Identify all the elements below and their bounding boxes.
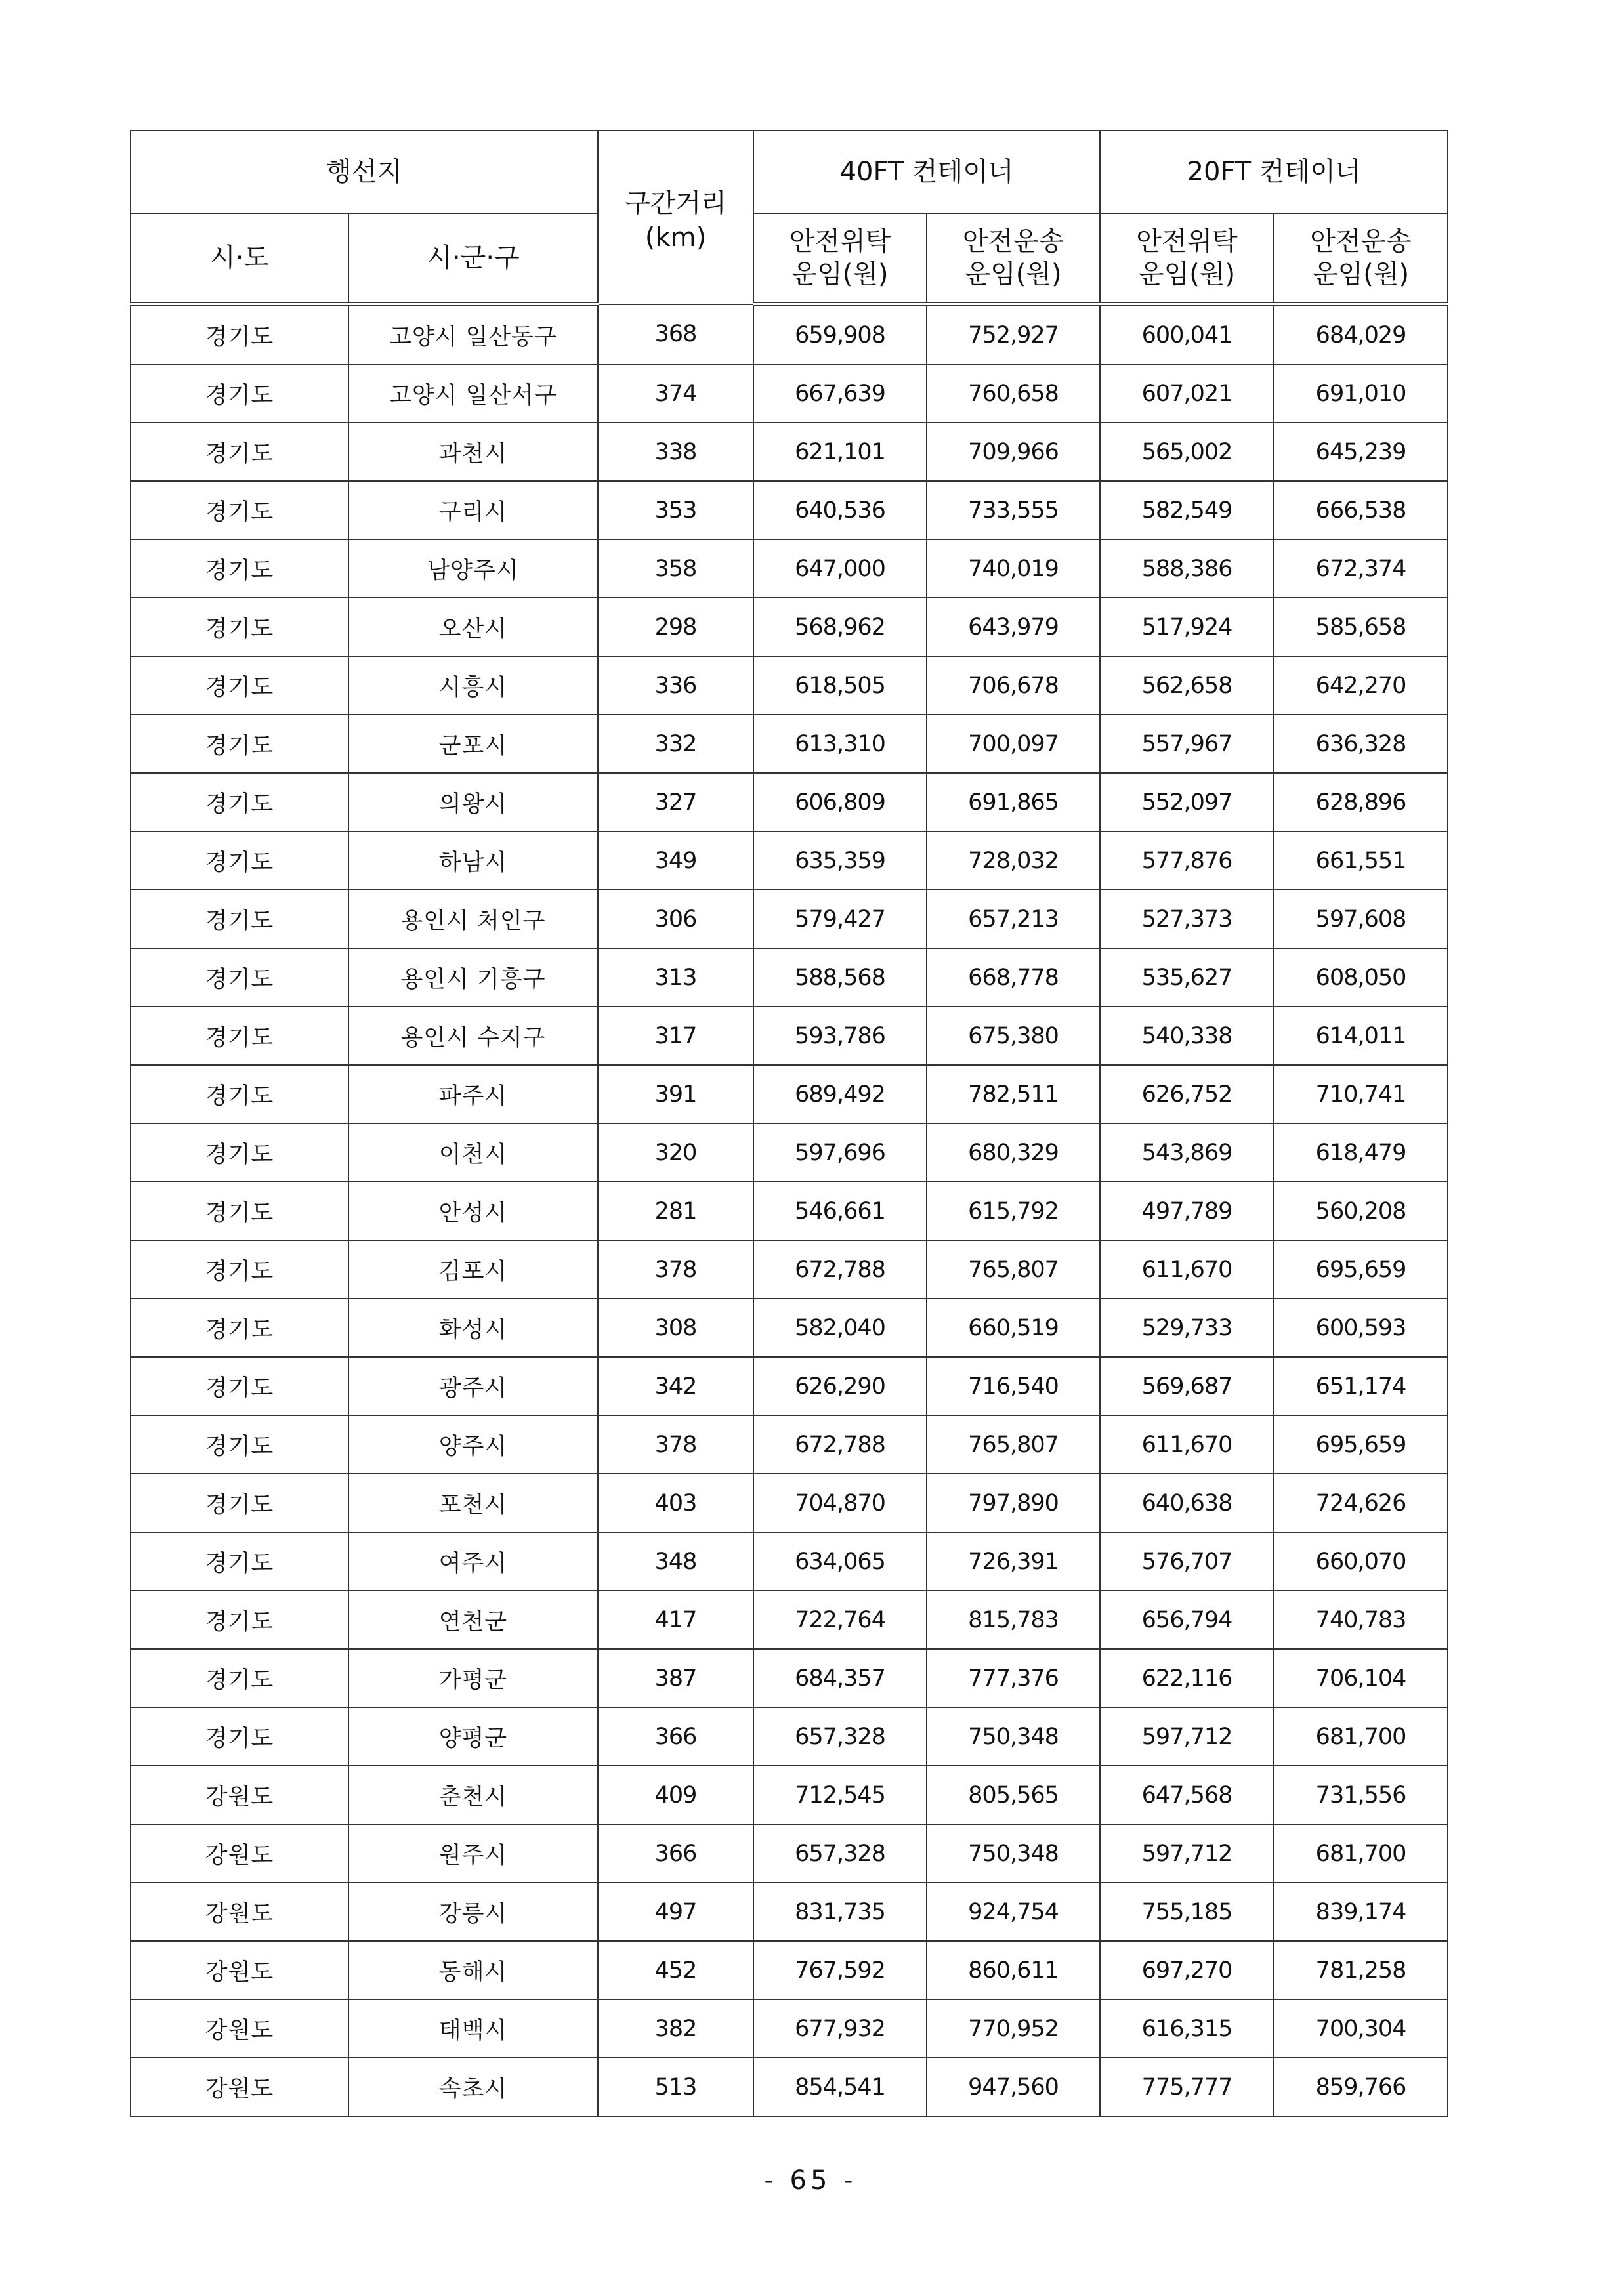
province-cell: 경기도 bbox=[131, 1240, 348, 1299]
c40-consign-cell: 689,492 bbox=[753, 1065, 927, 1123]
distance-cell: 336 bbox=[598, 656, 753, 715]
c20-transport-cell: 636,328 bbox=[1274, 715, 1448, 773]
c40-consign-cell: 634,065 bbox=[753, 1532, 927, 1591]
city-cell: 양주시 bbox=[348, 1415, 598, 1474]
header-row-top bbox=[131, 131, 1448, 213]
c40-transport-cell: 805,565 bbox=[927, 1766, 1100, 1824]
c40-transport-cell: 765,807 bbox=[927, 1240, 1100, 1299]
c40-consign-cell: 582,040 bbox=[753, 1299, 927, 1357]
distance-cell: 353 bbox=[598, 481, 753, 539]
table-row bbox=[131, 1007, 1448, 1065]
province-header: 시·도 bbox=[131, 213, 348, 304]
province-cell: 경기도 bbox=[131, 304, 348, 365]
city-cell: 용인시 수지구 bbox=[348, 1007, 598, 1065]
province-cell: 경기도 bbox=[131, 715, 348, 773]
c40-consign-cell: 606,809 bbox=[753, 773, 927, 831]
city-cell: 이천시 bbox=[348, 1123, 598, 1182]
city-cell: 군포시 bbox=[348, 715, 598, 773]
province-cell: 경기도 bbox=[131, 1123, 348, 1182]
c20-transport-cell: 660,070 bbox=[1274, 1532, 1448, 1591]
distance-cell: 497 bbox=[598, 1883, 753, 1941]
table-row bbox=[131, 1649, 1448, 1707]
distance-cell: 317 bbox=[598, 1007, 753, 1065]
c20-transport-cell: 618,479 bbox=[1274, 1123, 1448, 1182]
table-row bbox=[131, 948, 1448, 1007]
c20-consign-cell: 656,794 bbox=[1100, 1591, 1274, 1649]
c20-consign-cell: 775,777 bbox=[1100, 2058, 1274, 2116]
province-cell: 경기도 bbox=[131, 948, 348, 1007]
c40-consign-cell: 613,310 bbox=[753, 715, 927, 773]
table-row bbox=[131, 656, 1448, 715]
province-cell: 경기도 bbox=[131, 539, 348, 598]
city-cell: 고양시 일산서구 bbox=[348, 364, 598, 423]
c40-transport-cell: 815,783 bbox=[927, 1591, 1100, 1649]
c40-consign-cell: 640,536 bbox=[753, 481, 927, 539]
province-cell: 강원도 bbox=[131, 1883, 348, 1941]
c40-transport-cell: 770,952 bbox=[927, 1999, 1100, 2058]
distance-cell: 417 bbox=[598, 1591, 753, 1649]
city-cell: 오산시 bbox=[348, 598, 598, 656]
container-20ft-header: 20FT 컨테이너 bbox=[1100, 131, 1448, 213]
city-cell: 광주시 bbox=[348, 1357, 598, 1415]
c20-consign-cell: 576,707 bbox=[1100, 1532, 1274, 1591]
distance-cell: 313 bbox=[598, 948, 753, 1007]
c40-consign-cell: 593,786 bbox=[753, 1007, 927, 1065]
distance-cell: 308 bbox=[598, 1299, 753, 1357]
city-cell: 춘천시 bbox=[348, 1766, 598, 1824]
distance-cell: 358 bbox=[598, 539, 753, 598]
distance-cell: 378 bbox=[598, 1415, 753, 1474]
c20-consign-cell: 597,712 bbox=[1100, 1707, 1274, 1766]
c20-transport-header bbox=[1274, 213, 1448, 304]
c20-consign-cell: 611,670 bbox=[1100, 1415, 1274, 1474]
table-row bbox=[131, 304, 1448, 365]
distance-cell: 374 bbox=[598, 364, 753, 423]
c20-consign-cell: 582,549 bbox=[1100, 481, 1274, 539]
c40-consign-cell: 621,101 bbox=[753, 423, 927, 481]
province-cell: 경기도 bbox=[131, 481, 348, 539]
table-row bbox=[131, 364, 1448, 423]
province-cell: 강원도 bbox=[131, 1766, 348, 1824]
c40-consign-cell: 546,661 bbox=[753, 1182, 927, 1240]
city-cell: 양평군 bbox=[348, 1707, 598, 1766]
table-row bbox=[131, 1999, 1448, 2058]
distance-cell: 320 bbox=[598, 1123, 753, 1182]
c40-transport-cell: 716,540 bbox=[927, 1357, 1100, 1415]
distance-cell: 368 bbox=[598, 304, 753, 365]
c20-transport-cell: 645,239 bbox=[1274, 423, 1448, 481]
c40-transport-cell: 726,391 bbox=[927, 1532, 1100, 1591]
c20-transport-cell: 839,174 bbox=[1274, 1883, 1448, 1941]
city-cell: 여주시 bbox=[348, 1532, 598, 1591]
c20-consign-cell: 600,041 bbox=[1100, 304, 1274, 365]
c20-transport-cell: 700,304 bbox=[1274, 1999, 1448, 2058]
c40-transport-cell: 750,348 bbox=[927, 1824, 1100, 1883]
c40-transport-cell: 733,555 bbox=[927, 481, 1100, 539]
c20-consign-cell: 527,373 bbox=[1100, 890, 1274, 948]
city-cell: 김포시 bbox=[348, 1240, 598, 1299]
city-cell: 포천시 bbox=[348, 1474, 598, 1532]
province-cell: 경기도 bbox=[131, 1591, 348, 1649]
c20-consign-cell: 565,002 bbox=[1100, 423, 1274, 481]
table-row bbox=[131, 1123, 1448, 1182]
city-cell: 안성시 bbox=[348, 1182, 598, 1240]
table-row bbox=[131, 1941, 1448, 1999]
c40-consign-cell: 588,568 bbox=[753, 948, 927, 1007]
city-cell: 하남시 bbox=[348, 831, 598, 890]
c20-transport-cell: 710,741 bbox=[1274, 1065, 1448, 1123]
c20-consign-cell: 543,869 bbox=[1100, 1123, 1274, 1182]
c20-consign-cell: 588,386 bbox=[1100, 539, 1274, 598]
table-row bbox=[131, 773, 1448, 831]
c20-transport-cell: 666,538 bbox=[1274, 481, 1448, 539]
c40-transport-cell: 675,380 bbox=[927, 1007, 1100, 1065]
city-cell: 의왕시 bbox=[348, 773, 598, 831]
c20-transport-header-line1: 안전운송 bbox=[1310, 226, 1412, 257]
distance-cell: 306 bbox=[598, 890, 753, 948]
c40-transport-cell: 782,511 bbox=[927, 1065, 1100, 1123]
c40-transport-header-line1: 안전운송 bbox=[962, 226, 1064, 257]
c20-consign-cell: 497,789 bbox=[1100, 1182, 1274, 1240]
distance-cell: 382 bbox=[598, 1999, 753, 2058]
c40-consign-header-line1: 안전위탁 bbox=[789, 226, 891, 257]
city-cell: 태백시 bbox=[348, 1999, 598, 2058]
table-row bbox=[131, 1357, 1448, 1415]
city-cell: 과천시 bbox=[348, 423, 598, 481]
distance-cell: 327 bbox=[598, 773, 753, 831]
page-number: - 65 - bbox=[764, 2165, 857, 2196]
c20-consign-header-line1: 안전위탁 bbox=[1136, 226, 1238, 257]
c40-transport-cell: 752,927 bbox=[927, 304, 1100, 365]
c20-transport-cell: 695,659 bbox=[1274, 1240, 1448, 1299]
c20-transport-cell: 684,029 bbox=[1274, 304, 1448, 365]
province-cell: 경기도 bbox=[131, 1065, 348, 1123]
c20-transport-cell: 781,258 bbox=[1274, 1941, 1448, 1999]
c20-consign-cell: 557,967 bbox=[1100, 715, 1274, 773]
table-row bbox=[131, 1883, 1448, 1941]
c40-consign-header-line2: 운임(원) bbox=[791, 259, 889, 289]
city-cell: 용인시 기흥구 bbox=[348, 948, 598, 1007]
distance-cell: 349 bbox=[598, 831, 753, 890]
distance-cell: 342 bbox=[598, 1357, 753, 1415]
container-40ft-header: 40FT 컨테이너 bbox=[753, 131, 1100, 213]
c20-transport-cell: 691,010 bbox=[1274, 364, 1448, 423]
c20-transport-cell: 681,700 bbox=[1274, 1707, 1448, 1766]
distance-cell: 378 bbox=[598, 1240, 753, 1299]
c20-transport-cell: 642,270 bbox=[1274, 656, 1448, 715]
c20-transport-cell: 672,374 bbox=[1274, 539, 1448, 598]
table-row bbox=[131, 1766, 1448, 1824]
city-cell: 용인시 처인구 bbox=[348, 890, 598, 948]
c20-consign-cell: 607,021 bbox=[1100, 364, 1274, 423]
c40-transport-cell: 706,678 bbox=[927, 656, 1100, 715]
city-cell: 동해시 bbox=[348, 1941, 598, 1999]
c20-consign-cell: 622,116 bbox=[1100, 1649, 1274, 1707]
c20-consign-cell: 640,638 bbox=[1100, 1474, 1274, 1532]
c20-transport-cell: 628,896 bbox=[1274, 773, 1448, 831]
table-row bbox=[131, 1707, 1448, 1766]
c20-transport-cell: 651,174 bbox=[1274, 1357, 1448, 1415]
c40-transport-cell: 668,778 bbox=[927, 948, 1100, 1007]
city-cell: 강릉시 bbox=[348, 1883, 598, 1941]
distance-cell: 332 bbox=[598, 715, 753, 773]
c40-transport-cell: 777,376 bbox=[927, 1649, 1100, 1707]
c40-transport-cell: 760,658 bbox=[927, 364, 1100, 423]
table-row bbox=[131, 831, 1448, 890]
c20-consign-cell: 611,670 bbox=[1100, 1240, 1274, 1299]
c40-consign-cell: 657,328 bbox=[753, 1824, 927, 1883]
province-cell: 경기도 bbox=[131, 1707, 348, 1766]
table-row bbox=[131, 1182, 1448, 1240]
c20-transport-cell: 585,658 bbox=[1274, 598, 1448, 656]
table-row bbox=[131, 1532, 1448, 1591]
province-cell: 강원도 bbox=[131, 1941, 348, 1999]
c20-consign-cell: 540,338 bbox=[1100, 1007, 1274, 1065]
c40-consign-cell: 635,359 bbox=[753, 831, 927, 890]
c40-consign-cell: 568,962 bbox=[753, 598, 927, 656]
table-row bbox=[131, 598, 1448, 656]
table-row bbox=[131, 890, 1448, 948]
c20-consign-cell: 626,752 bbox=[1100, 1065, 1274, 1123]
distance-cell: 409 bbox=[598, 1766, 753, 1824]
province-cell: 강원도 bbox=[131, 1824, 348, 1883]
c20-transport-cell: 724,626 bbox=[1274, 1474, 1448, 1532]
city-cell: 화성시 bbox=[348, 1299, 598, 1357]
c20-consign-cell: 577,876 bbox=[1100, 831, 1274, 890]
province-cell: 경기도 bbox=[131, 1357, 348, 1415]
city-cell: 시흥시 bbox=[348, 656, 598, 715]
table-row bbox=[131, 539, 1448, 598]
city-cell: 구리시 bbox=[348, 481, 598, 539]
table-row bbox=[131, 423, 1448, 481]
table-row bbox=[131, 715, 1448, 773]
c20-consign-cell: 569,687 bbox=[1100, 1357, 1274, 1415]
table-row bbox=[131, 1591, 1448, 1649]
table-row bbox=[131, 1415, 1448, 1474]
province-cell: 강원도 bbox=[131, 2058, 348, 2116]
city-cell: 가평군 bbox=[348, 1649, 598, 1707]
c20-consign-cell: 647,568 bbox=[1100, 1766, 1274, 1824]
city-cell: 연천군 bbox=[348, 1591, 598, 1649]
c20-consign-cell: 755,185 bbox=[1100, 1883, 1274, 1941]
c40-transport-cell: 750,348 bbox=[927, 1707, 1100, 1766]
c20-consign-cell: 597,712 bbox=[1100, 1824, 1274, 1883]
c20-consign-header-line2: 운임(원) bbox=[1138, 259, 1236, 289]
province-cell: 경기도 bbox=[131, 890, 348, 948]
distance-cell: 403 bbox=[598, 1474, 753, 1532]
c40-consign-cell: 854,541 bbox=[753, 2058, 927, 2116]
province-cell: 경기도 bbox=[131, 1415, 348, 1474]
province-cell: 강원도 bbox=[131, 1999, 348, 2058]
c20-transport-cell: 859,766 bbox=[1274, 2058, 1448, 2116]
city-cell: 남양주시 bbox=[348, 539, 598, 598]
destination-header: 행선지 bbox=[131, 131, 598, 213]
distance-cell: 338 bbox=[598, 423, 753, 481]
distance-cell: 366 bbox=[598, 1707, 753, 1766]
province-cell: 경기도 bbox=[131, 773, 348, 831]
c40-transport-cell: 680,329 bbox=[927, 1123, 1100, 1182]
distance-header-line2: (km) bbox=[644, 222, 707, 253]
c20-consign-cell: 562,658 bbox=[1100, 656, 1274, 715]
table-header bbox=[131, 131, 1448, 304]
city-cell: 고양시 일산동구 bbox=[348, 304, 598, 365]
c40-consign-cell: 672,788 bbox=[753, 1415, 927, 1474]
c20-transport-cell: 740,783 bbox=[1274, 1591, 1448, 1649]
c40-consign-cell: 722,764 bbox=[753, 1591, 927, 1649]
table-row bbox=[131, 1299, 1448, 1357]
c40-transport-header bbox=[927, 213, 1100, 304]
province-cell: 경기도 bbox=[131, 831, 348, 890]
c40-transport-cell: 700,097 bbox=[927, 715, 1100, 773]
c20-transport-cell: 695,659 bbox=[1274, 1415, 1448, 1474]
distance-cell: 348 bbox=[598, 1532, 753, 1591]
province-cell: 경기도 bbox=[131, 656, 348, 715]
table-row bbox=[131, 481, 1448, 539]
province-cell: 경기도 bbox=[131, 1474, 348, 1532]
province-cell: 경기도 bbox=[131, 598, 348, 656]
table-row bbox=[131, 1474, 1448, 1532]
table-body bbox=[131, 304, 1448, 2117]
city-cell: 속초시 bbox=[348, 2058, 598, 2116]
c40-consign-cell: 704,870 bbox=[753, 1474, 927, 1532]
c40-transport-cell: 740,019 bbox=[927, 539, 1100, 598]
province-cell: 경기도 bbox=[131, 1532, 348, 1591]
c40-consign-cell: 712,545 bbox=[753, 1766, 927, 1824]
distance-cell: 452 bbox=[598, 1941, 753, 1999]
c40-consign-cell: 667,639 bbox=[753, 364, 927, 423]
province-cell: 경기도 bbox=[131, 1299, 348, 1357]
distance-cell: 298 bbox=[598, 598, 753, 656]
c20-transport-cell: 560,208 bbox=[1274, 1182, 1448, 1240]
c40-consign-cell: 618,505 bbox=[753, 656, 927, 715]
c20-consign-cell: 697,270 bbox=[1100, 1941, 1274, 1999]
city-header: 시·군·구 bbox=[348, 213, 598, 304]
c20-consign-cell: 552,097 bbox=[1100, 773, 1274, 831]
c20-transport-cell: 608,050 bbox=[1274, 948, 1448, 1007]
c20-transport-header-line2: 운임(원) bbox=[1312, 259, 1410, 289]
distance-cell: 366 bbox=[598, 1824, 753, 1883]
c20-consign-header bbox=[1100, 213, 1274, 304]
c20-consign-cell: 616,315 bbox=[1100, 1999, 1274, 2058]
province-cell: 경기도 bbox=[131, 1649, 348, 1707]
c40-transport-cell: 797,890 bbox=[927, 1474, 1100, 1532]
c40-consign-cell: 579,427 bbox=[753, 890, 927, 948]
city-cell: 원주시 bbox=[348, 1824, 598, 1883]
c40-transport-header-line2: 운임(원) bbox=[965, 259, 1062, 289]
c40-transport-cell: 860,611 bbox=[927, 1941, 1100, 1999]
c40-transport-cell: 615,792 bbox=[927, 1182, 1100, 1240]
c20-consign-cell: 517,924 bbox=[1100, 598, 1274, 656]
c40-consign-cell: 672,788 bbox=[753, 1240, 927, 1299]
c20-consign-cell: 535,627 bbox=[1100, 948, 1274, 1007]
c40-transport-cell: 947,560 bbox=[927, 2058, 1100, 2116]
c20-transport-cell: 614,011 bbox=[1274, 1007, 1448, 1065]
c40-consign-cell: 677,932 bbox=[753, 1999, 927, 2058]
province-cell: 경기도 bbox=[131, 364, 348, 423]
c20-transport-cell: 706,104 bbox=[1274, 1649, 1448, 1707]
table-row bbox=[131, 1824, 1448, 1883]
table-row bbox=[131, 2058, 1448, 2116]
c40-transport-cell: 765,807 bbox=[927, 1415, 1100, 1474]
c20-transport-cell: 681,700 bbox=[1274, 1824, 1448, 1883]
city-cell: 파주시 bbox=[348, 1065, 598, 1123]
province-cell: 경기도 bbox=[131, 423, 348, 481]
c40-consign-header bbox=[753, 213, 927, 304]
distance-cell: 387 bbox=[598, 1649, 753, 1707]
header-row-sub bbox=[131, 213, 1448, 304]
c20-consign-cell: 529,733 bbox=[1100, 1299, 1274, 1357]
distance-cell: 391 bbox=[598, 1065, 753, 1123]
distance-header-line1: 구간거리 bbox=[625, 188, 726, 219]
c40-transport-cell: 709,966 bbox=[927, 423, 1100, 481]
c40-transport-cell: 660,519 bbox=[927, 1299, 1100, 1357]
c20-transport-cell: 600,593 bbox=[1274, 1299, 1448, 1357]
c40-transport-cell: 728,032 bbox=[927, 831, 1100, 890]
province-cell: 경기도 bbox=[131, 1182, 348, 1240]
c40-transport-cell: 657,213 bbox=[927, 890, 1100, 948]
c40-transport-cell: 924,754 bbox=[927, 1883, 1100, 1941]
distance-header bbox=[598, 131, 753, 304]
table-row bbox=[131, 1240, 1448, 1299]
c40-transport-cell: 691,865 bbox=[927, 773, 1100, 831]
c40-consign-cell: 659,908 bbox=[753, 304, 927, 365]
c40-consign-cell: 767,592 bbox=[753, 1941, 927, 1999]
c40-consign-cell: 597,696 bbox=[753, 1123, 927, 1182]
c20-transport-cell: 597,608 bbox=[1274, 890, 1448, 948]
freight-rate-table bbox=[130, 130, 1448, 2117]
c40-consign-cell: 647,000 bbox=[753, 539, 927, 598]
c40-consign-cell: 657,328 bbox=[753, 1707, 927, 1766]
c20-transport-cell: 661,551 bbox=[1274, 831, 1448, 890]
province-cell: 경기도 bbox=[131, 1007, 348, 1065]
c40-consign-cell: 831,735 bbox=[753, 1883, 927, 1941]
c40-transport-cell: 643,979 bbox=[927, 598, 1100, 656]
c40-consign-cell: 626,290 bbox=[753, 1357, 927, 1415]
distance-cell: 281 bbox=[598, 1182, 753, 1240]
c40-consign-cell: 684,357 bbox=[753, 1649, 927, 1707]
distance-cell: 513 bbox=[598, 2058, 753, 2116]
c20-transport-cell: 731,556 bbox=[1274, 1766, 1448, 1824]
table-row bbox=[131, 1065, 1448, 1123]
